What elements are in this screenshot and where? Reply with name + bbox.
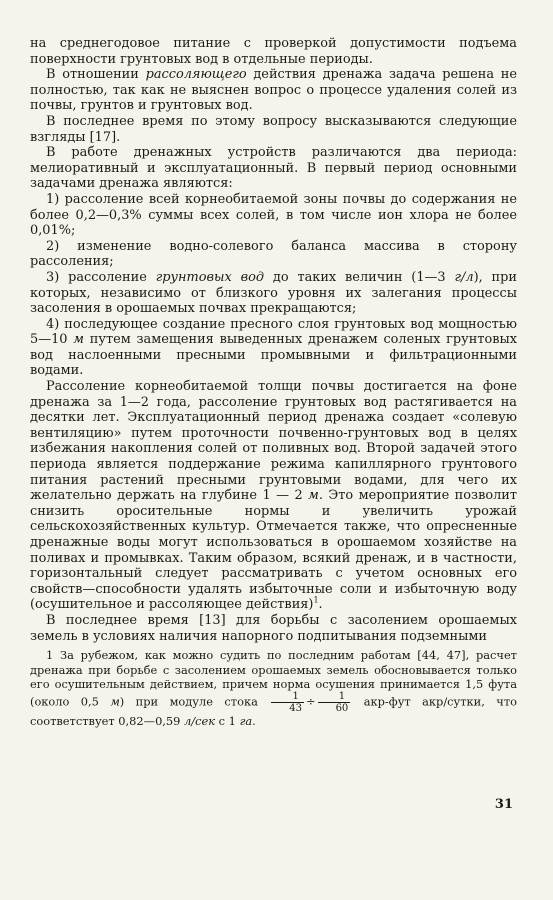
p5-part3: . [318,597,323,613]
list-item-4 [30,317,517,379]
paragraph-3: В последнее время по этому вопросу высказываются следующие взгляды [17]. [30,113,517,145]
fn-unit1: м [110,694,120,709]
footnote-1 [30,648,517,729]
li4-suffix: путем замещения выведенных дренажем соленых грунтовых вод наслоенными пресными промывными и фильтрационными водами. [30,332,517,379]
list-item-2: 2) изменение водно-солевого баланса массива в сторону рассоления; [30,238,517,270]
paragraph-2 [30,67,517,114]
body-text [30,36,517,644]
list-item-1: 1) рассоление всей корнеобитаемой зоны почвы до содержания не более 0,2—0,3% суммы всех солей, в том числе ион хлора не более 0,01%; [30,191,517,239]
li3-suffix: ), при которых, независимо от близкого уровня их залегания процессы засоления в орошаемых почвах прекращаются; [30,269,517,317]
paragraph-1: на среднегодовое питание с проверкой допустимости подъема поверхности грунтовых вод в отдельные периоды. [30,36,517,67]
p5-part2: . Это мероприятие позволит снизить оросительные нормы и увеличить урожай сельскохозяйственных культур. Отмечается также, что опресненные дренажные воды могут использоваться в орошаемом хозяйстве на поливах и промывках. Таким образом, всякий дренаж, и в частности, горизонтальный следует рассматривать с учетом основных его свойств—способности удалять избыточные соли и избыточную воду (осушительное и рассоляющее действия) [30,488,518,613]
fn-text1: 1 За рубежом, как можно судить по последним работам [44, 47], расчет дренажа при борьбе с засолением орошаемых земель обосновывается только его осушительным действием, причем норма осушения принимается 1,5 фута (около 0,5 [30,648,517,709]
footnote [30,648,517,729]
li3-mid: до таких величин (1—3 [264,269,455,285]
p2-text: действия дренажа задача решена не полностью, так как не выяснен вопрос о процессе удаления солей из почвы, грунтов и грунтовых вод. [30,67,517,114]
paragraph-4: В работе дренажных устройств различаются два периода: мелиоративный и эксплуатационный. В первый период основными задачами дренажа являются: [30,145,517,192]
frac1-num: 1 [271,691,304,703]
frac2-num: 1 [318,691,351,703]
fn-text2: ) при модуле стока [119,694,270,709]
fn-unit2: л/сек [184,714,216,729]
frac-sep: ÷ [306,694,316,709]
li4-unit: м [73,332,84,348]
footnote-mark: 1 [313,596,319,606]
li3-italic: грунтовых вод [155,269,265,285]
fn-text3: акр-фут акр/сутки, что соответствует 0,82—0,59 [30,694,517,729]
p5-part1: Рассоление корнеобитаемой толщи почвы достигается на фоне дренажа за 1—2 года, рассоление грунтовых вод растягивается на десятки лет. Эксплуатационный период дренажа создает «солевую вентиляцию» путем проточности почвенно-грунтовых вод в целях избежания накопления солей от поливных вод. Второй задачей этого периода является поддержание режима капиллярного грунтового питания растений пресными грунтовыми водами, для чего их желательно держать на глубине 1 — 2 [30,379,517,504]
frac1-den: 43 [289,703,303,715]
list-item-3 [30,270,517,317]
li4-prefix: 4) последующее создание пресного слоя грунтовых вод мощностью 5—10 [30,316,517,348]
li3-unit: г/л [454,269,474,285]
fn-unit3: га [239,714,253,729]
p5-unit: м [308,488,319,504]
fn-text5: . [252,714,256,729]
paragraph-6: В последнее время [13] для борьбы с засолением орошаемых земель в условиях наличия напорного подпитывания подземными [30,612,517,644]
frac2-den: 60 [335,703,349,715]
p2-italic: рассоляющего [145,67,247,83]
page-number: 31 [494,797,513,812]
li3-prefix: 3) рассоление [46,269,156,285]
p2-prefix: В отношении [46,67,146,83]
fraction-2 [318,691,351,714]
fraction-1 [271,691,304,714]
paragraph-5 [30,379,517,613]
fn-text4: с 1 [215,714,240,729]
